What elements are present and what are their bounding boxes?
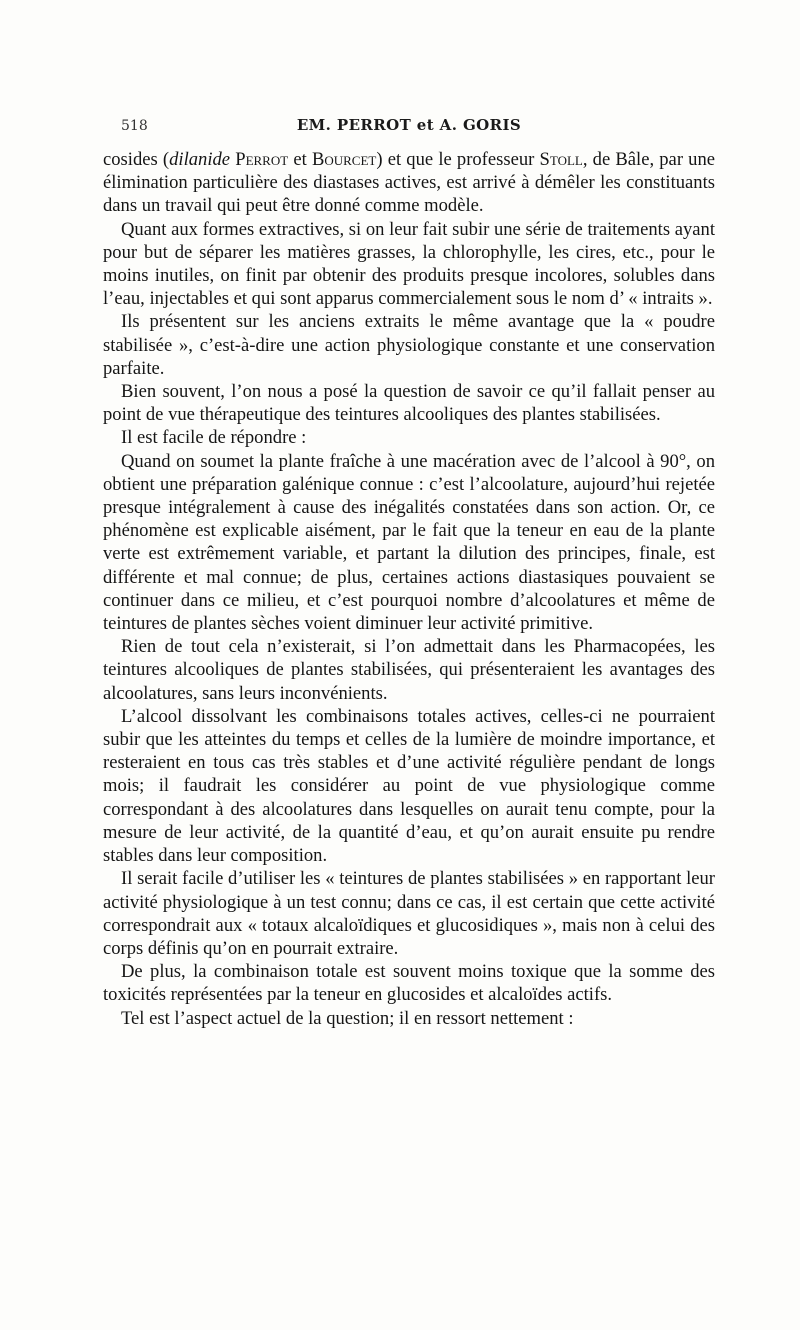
author-name: Perrot [235,149,289,170]
text-run: ) et que le professeur [376,149,540,170]
paragraph-7: Rien de tout cela n’existerait, si l’on admettait dans les Pharmacopées, les teintures alcooliques de plantes stabilisées, qui présenteraient les avantages des alcoolatures, sans leurs inconvénients. [103,636,715,704]
text-run: et [288,149,312,170]
paragraph-9: Il serait facile d’utiliser les « teintures de plantes stabilisées » en rapportant leur activité physiologique à un test connu; dans ce cas, il est certain que cette activité correspondrait aux « totaux alcaloïdiques et glucosidiques », mais non à celui des corps définis qu’on en pourrait extraire. [103,868,715,959]
paragraph-6: Quand on soumet la plante fraîche à une macération avec de l’alcool à 90°, on obtient une préparation galénique connue : c’est l’alcoolature, aujourd’hui rejetée presque intégralement à cause des inégalités constatées dans son action. Or, ce phénomène est explicable aisément, par le fait que la teneur en eau de la plante verte est extrêmement variable, et partant la dilution des principes, finale, est différente et mal connue; de plus, certaines actions diastasiques pouvaient se continuer dans ce milieu, et c’est pourquoi nombre d’alcoolatures et même de teintures de plantes sèches voient diminuer leur activité primitive. [103,450,715,635]
running-title: EM. PERROT et A. GORIS [296,116,522,134]
paragraph-10: De plus, la combinaison totale est souvent moins toxique que la somme des toxicités représentées par la teneur en glucosides et alcaloïdes actifs. [103,961,715,1006]
body-text [103,148,715,1030]
paragraph-11: Tel est l’aspect actuel de la question; il en ressort nettement : [121,1007,574,1029]
text-run: cosides ( [103,149,170,170]
paragraph-3: Ils présentent sur les anciens extraits le même avantage que la « poudre stabilisée », c’est-à-dire une action physiologique constante et une conservation parfaite. [103,311,715,379]
paragraph-2: Quant aux formes extractives, si on leur fait subir une série de traitements ayant pour but de séparer les matières grasses, la chlorophylle, les cires, etc., pour le moins inutiles, on finit par obtenir des produits presque incolores, solubles dans l’eau, injectables et qui sont apparus commercialement sous le nom d’ « intraits ». [103,218,715,310]
running-header [103,116,715,140]
author-name: Stoll [539,149,583,170]
paragraph-1 [103,148,715,218]
author-name: Bourcet [311,149,377,170]
page-number: 518 [121,118,148,134]
paragraph-8: L’alcool dissolvant les combinaisons totales actives, celles-ci ne pourraient subir que les atteintes du temps et celles de la lumière de moindre importance, et resteraient en tous cas très stables et d’une activité régulière pendant de longs mois; il faudrait les considérer au point de vue physiologique comme correspondant à des alcoolatures dans lesquelles on aurait tenu compte, pour la mesure de leur activité, de la quantité d’eau, et qu’on aurait ensuite pu rendre stables dans leur composition. [103,705,715,867]
italic-term: dilanide [169,149,231,170]
paragraph-4: Bien souvent, l’on nous a posé la question de savoir ce qu’il fallait penser au point de vue thérapeutique des teintures alcooliques des plantes stabilisées. [103,381,715,426]
paragraph-5: Il est facile de répondre : [121,427,307,449]
text-run: , de Bâle, par une élimination particulière des diastases actives, est arrivé à démêler les constituants dans un travail qui peut être donné comme modèle. [103,149,716,217]
